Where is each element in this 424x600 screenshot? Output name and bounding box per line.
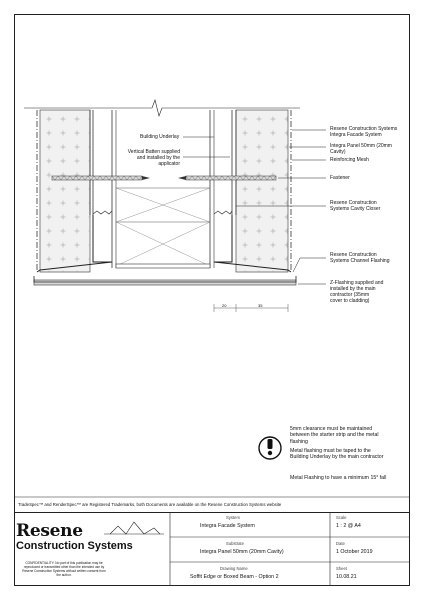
sheet-value: 10.08.21 (336, 574, 357, 580)
trademark-footer: TradeSpec™ and RenderSpec™ are Registered Trademarks, both Documents are available on the Resene Construction Systems website (18, 502, 282, 507)
substrate-value: Integra Panel 50mm (20mm Cavity) (200, 549, 284, 555)
drawing-name-key: Drawing Name (220, 566, 248, 571)
label-resene-systems: Resene Construction Systems Integra Facade System (330, 126, 398, 138)
label-z-flashing: Z-Flashing supplied and installed by the main contractor (35mm cover to cladding) (330, 280, 384, 304)
fastener-right (178, 176, 276, 180)
brand-name: Resene (16, 521, 83, 541)
right-cladding-panel (210, 110, 291, 272)
label-integra-panel: Integra Panel 50mm (20mm Cavity) (330, 143, 392, 155)
note-taping: Metal flashing must be taped to the Building Underlay by the main contractor (290, 448, 384, 461)
date-key: Date (336, 541, 345, 546)
left-cladding-panel (37, 110, 116, 272)
note-clearance: 5mm clearance must be maintained between the starter strip and the metal flashing (290, 426, 379, 445)
scale-key: Scale (336, 515, 347, 520)
note-fall: Metal Flashing to have a minimum 15° fall (290, 475, 387, 481)
scale-value: 1 : 2 @ A4 (336, 523, 361, 529)
system-value: Integra Facade System (200, 523, 255, 529)
z-flashing (34, 276, 296, 285)
system-key: System (226, 515, 240, 520)
title-block (14, 512, 410, 587)
brand-subtitle: Construction Systems (16, 540, 133, 552)
dimension-20: 20 (222, 303, 227, 308)
label-channel-flashing: Resene Construction Systems Channel Flashing (330, 252, 390, 264)
label-vertical-batten: Vertical Batten supplied and installed by the applicator (127, 149, 180, 167)
confidentiality-note: CONFIDENTIALITY: No part of this publication may be reproduced or transmitted other than the intended use by Resene Construction Systems without written consent from the author. (22, 561, 106, 577)
cavity-closer (93, 211, 232, 214)
dimension-35: 35 (258, 303, 263, 308)
substrate-key: Substrate (226, 541, 244, 546)
date-value: 1 October 2019 (336, 549, 373, 555)
drawing-name-value: Soffit Edge or Boxed Beam - Option 2 (190, 574, 279, 580)
sheet-key: Sheet (336, 566, 347, 571)
fastener-left (52, 176, 150, 180)
label-building-underlay: Building Underlay (140, 134, 180, 140)
caution-icon (259, 437, 281, 459)
label-fastener: Fastener (330, 175, 350, 181)
label-reinforcing-mesh: Reinforcing Mesh (330, 157, 369, 163)
resene-logo (16, 521, 133, 552)
label-cavity-closer: Resene Construction Systems Cavity Closer (330, 200, 381, 212)
boxed-beam (116, 188, 210, 268)
